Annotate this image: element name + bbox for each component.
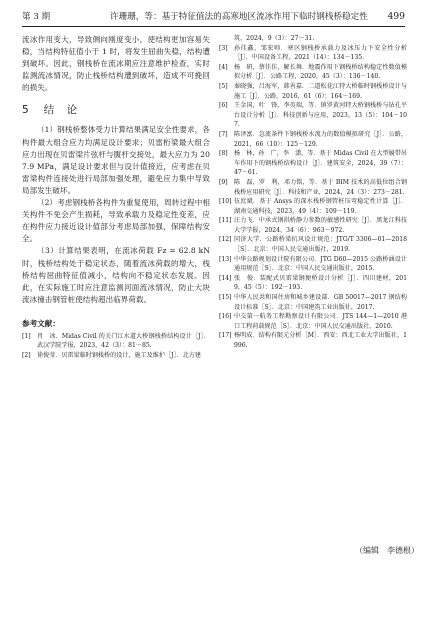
right-column bbox=[219, 34, 407, 351]
reference-text: 孙佳鑫，邹宏帅．寒区钢栈桥承载力及冰压力下安全性分析［J］．中国设备工程，2021（14）：134－135. bbox=[234, 44, 407, 62]
reference-item bbox=[219, 216, 407, 235]
reference-text: 汪力飞．中承式钢拱桥静力参数的敏感性研究［J］．黑龙江科技大学学报，2024，34（6）：963－972. bbox=[234, 217, 407, 234]
reference-item bbox=[219, 149, 407, 178]
reference-item bbox=[219, 44, 407, 63]
reference-number: [17] bbox=[219, 332, 232, 340]
reference-text: 中华人民共和国住房和城乡建设部．GB 50017—2017 钢结构设计标准［S］．北京：中国建筑工业出版社，2017. bbox=[234, 294, 407, 311]
running-title: 许珊珊，等：基于特征值法的高寒地区流冰作用下临时钢栈桥稳定性 bbox=[110, 12, 368, 22]
reference-item bbox=[22, 351, 210, 361]
editor-note: （编辑 李德根） bbox=[355, 546, 419, 555]
reference-number: [1] bbox=[22, 332, 31, 340]
reference-number: [3] bbox=[219, 44, 228, 52]
reference-number: [9] bbox=[219, 178, 228, 186]
reference-continuation: 筑，2024，9（3）：27－31. bbox=[234, 35, 315, 42]
reference-item bbox=[219, 63, 407, 82]
reference-number: [5] bbox=[219, 82, 228, 90]
reference-number: [4] bbox=[219, 63, 228, 71]
reference-number: [16] bbox=[219, 313, 232, 321]
header-rule bbox=[22, 26, 405, 27]
reference-number: [11] bbox=[219, 217, 232, 225]
reference-number: [13] bbox=[219, 255, 232, 263]
references-heading: 参考文献： bbox=[22, 318, 60, 328]
reference-item bbox=[219, 178, 407, 197]
reference-text: 王金国，叶 锋，李英瑞，等．镇罗黄河特大桥钢栈桥与钻孔平台设计分析［J］．科技创新与应用，2023，13（5）：104－107. bbox=[234, 102, 407, 129]
reference-text: 陈 磊，罗 利，邓力铭，等．基于 BIM 技术的高低位组合钢栈桥应用研究［J］．科技和产业，2024，24（3）：273－281. bbox=[234, 178, 407, 196]
reference-text: 张 俊．装配式贝雷梁钢便桥设计分析［J］．四川建材，2019，45（5）：192－193. bbox=[234, 274, 407, 292]
reference-item bbox=[219, 312, 407, 331]
reference-number: [10] bbox=[219, 198, 232, 206]
section-title: 结 论 bbox=[43, 104, 79, 117]
reference-text: 肖 冰．Midas Civil 的关门江水道大桥钢栈桥结构设计［J］．武汉学院学报，2023，42（3）：81－85. bbox=[37, 332, 210, 350]
reference-text: 杨明成．结构有限元分析［M］．西安：西北工业大学出版社，1996. bbox=[234, 332, 407, 349]
reference-text: 秦晓强，吕海军，韩善嘉．二道松花江特大桥临时钢栈桥设计与施工［J］．公路，2016，61（6）：164－169. bbox=[234, 82, 407, 100]
page-number: 499 bbox=[387, 11, 405, 22]
paragraph-continuation: 流冰作用变大，导致侧向刚度变小，使结构更加容易失稳，当结构特征值小于 1 时，将发生屈曲失稳，结构遭到破坏。因此，钢栈桥在流冰期应注意维护检查，实时监测流冰情况，防止栈桥结构遭到破坏，造成不可挽回的损失。 bbox=[22, 35, 210, 93]
reference-item bbox=[219, 274, 407, 293]
reference-number: [12] bbox=[219, 236, 232, 244]
reference-item bbox=[219, 197, 407, 216]
reference-item bbox=[219, 255, 407, 274]
reference-number: [6] bbox=[219, 102, 228, 110]
reference-item bbox=[219, 293, 407, 312]
reference-text: 中华公路规划设计院有限公司．JTG D60—2015 公路桥涵设计通用规范［S］．北京：中国人民交通出版社，2015. bbox=[234, 255, 407, 273]
reference-item bbox=[219, 130, 407, 149]
conclusion-paragraph-1: （1）钢栈桥整体受力计算结果满足安全性要求，各构件最大组合应力均满足设计要求；贝雷桁梁最大组合应力出现在贝雷梁片弦杆与腹杆交接处，最大应力为 207.9 MPa，满足设计要求但与设计值接近，应考虑在贝雷梁构件连接处进行局部加强处理，避免应力集中导致局部发生破坏。 bbox=[22, 125, 210, 195]
section-number: 5 bbox=[22, 104, 30, 117]
reference-number: [15] bbox=[219, 294, 232, 302]
reference-text: 陈泽富．急流条件下钢栈桥水流力的数值模拟研究［J］．公路，2021，66（10）：125－129. bbox=[234, 130, 407, 148]
reference-text: 伍庶斌．基于 Ansys 的深水栈桥钢管桩压弯稳定性计算［J］．湖南交通科技，2023，49（4）：109－119. bbox=[234, 198, 407, 215]
left-column bbox=[22, 34, 210, 361]
section-heading bbox=[22, 103, 210, 117]
reference-item bbox=[219, 235, 407, 254]
reference-list-left bbox=[22, 332, 210, 361]
page-header bbox=[0, 0, 427, 30]
reference-text: 同济大学．公路桥梁抗风设计规范：JTG/T 3306—01—2018［S］．北京：中国人民交通出版社，2019. bbox=[234, 236, 407, 254]
reference-text: 中交第一航务工程勘察设计有限公司．JTS 144—1—2010 港口工程荷载规范［S］．北京：中国人民交通出版社，2010. bbox=[234, 313, 407, 330]
reference-item bbox=[219, 101, 407, 130]
reference-item bbox=[22, 332, 210, 351]
reference-number: [14] bbox=[219, 274, 232, 282]
reference-item bbox=[219, 331, 407, 350]
conclusion-paragraph-3: （3）计算结果表明，在流冰荷载 Fz = 62.8 kN 时，栈桥结构处于稳定状态，随着流冰荷载的增大，栈桥结构屈曲特征值减小，结构向不稳定状态发展。因此，在实际施工时应注意监测河面流冰情况，防止大块流冰撞击钢管桩使结构超出临界荷载。 bbox=[22, 246, 210, 304]
reference-number: [2] bbox=[22, 352, 31, 360]
reference-text: 徐俊莹．贝雷梁临时钢栈桥的设计、施工及维护［J］．北方建 bbox=[37, 352, 201, 360]
conclusion-paragraph-2: （2）考虑钢栈桥各构件为重复使用，周转过程中相关构件不免会产生损耗，导致承载力及稳定性变差，应在构件应力接近设计值部分考虑局部加强，保障结构安全。 bbox=[22, 198, 210, 244]
issue-number: 第 3 期 bbox=[22, 12, 51, 22]
reference-number: [8] bbox=[219, 150, 228, 158]
reference-number: [7] bbox=[219, 130, 228, 138]
reference-item bbox=[219, 82, 407, 101]
reference-text: 杨 研，蔡佳佳，解长舞．地震作用下钢栈桥结构稳定性数值模拟分析［J］．公路工程，2020，45（3）：136－140. bbox=[234, 63, 407, 81]
reference-text: 杨 林，孙 广，李 潇，等．基于 Midas Civil 在大型履带吊车作用下的钢栈桥结构设计［J］．建筑安全，2024，39（7）：47－61. bbox=[234, 150, 407, 177]
